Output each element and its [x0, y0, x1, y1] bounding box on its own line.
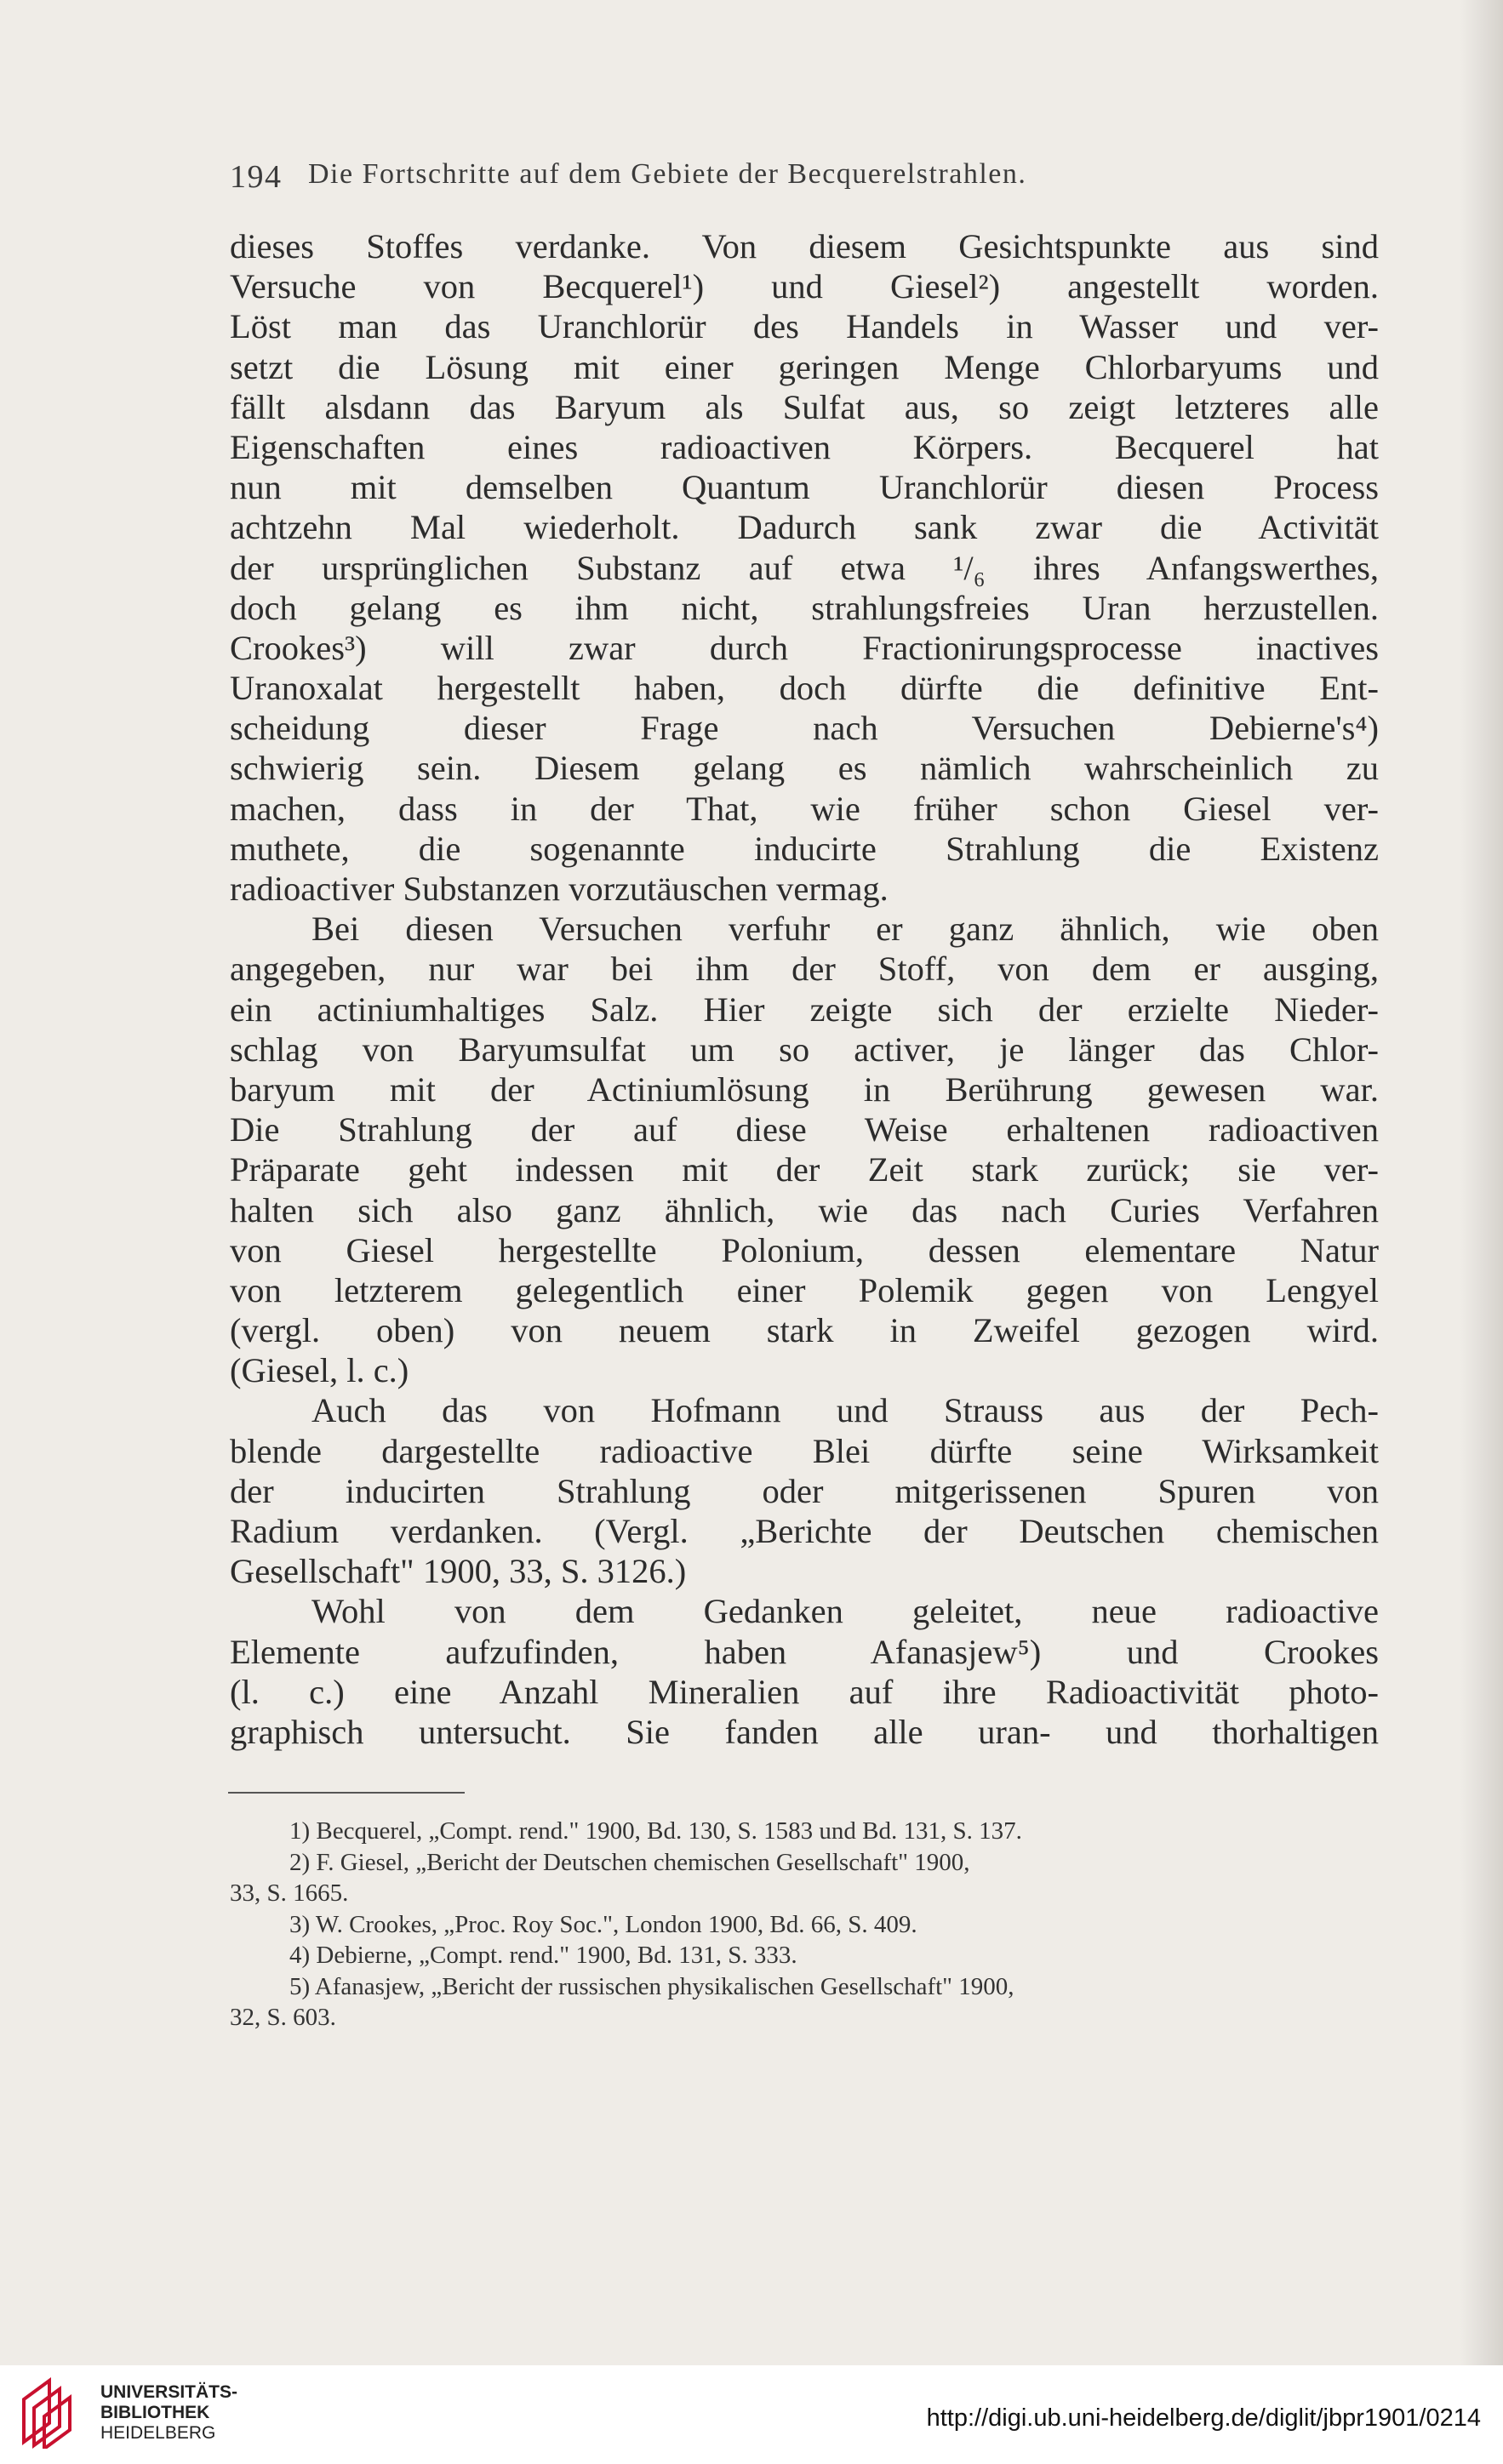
text-line: Bei diesen Versuchen verfuhr er ganz ähnlich, wie oben [311, 910, 1379, 949]
text-line: halten sich also ganz ähnlich, wie das nach Curies Verfahren [230, 1190, 1379, 1229]
text-line: Löst man das Uranchlorür des Handels in Wasser und ver- [230, 307, 1379, 346]
text-line: Radium verdanken. (Vergl. „Berichte der Deutschen chemischen [230, 1512, 1379, 1550]
footnotes [230, 1816, 1379, 2033]
footnote-continuation: 32, S. 603. [230, 2004, 336, 2031]
footnote: 3) W. Crookes, „Proc. Roy Soc.", London 1900, Bd. 66, S. 409. [289, 1910, 917, 1938]
text-line: von Giesel hergestellte Polonium, dessen elementare Natur [230, 1230, 1379, 1269]
text-line: graphisch untersucht. Sie fanden alle uran- und thorhaltigen [230, 1712, 1379, 1751]
text-line: schlag von Baryumsulfat um so activer, je länger das Chlor- [230, 1030, 1379, 1069]
text-line: blende dargestellte radioactive Blei dürfte seine Wirksamkeit [230, 1431, 1379, 1470]
library-name-line-1: UNIVERSITÄTS- [100, 2382, 238, 2402]
text-line: setzt die Lösung mit einer geringen Menge Chlorbaryums und [230, 347, 1379, 386]
text-line: Gesellschaft" 1900, 33, S. 3126.) [230, 1552, 687, 1591]
permalink-url[interactable]: http://digi.ub.uni-heidelberg.de/diglit/jbpr1901/0214 [926, 2404, 1481, 2432]
library-name-line-3: HEIDELBERG [100, 2423, 216, 2443]
page-edge-shadow [1460, 0, 1503, 2365]
text-line: Wohl von dem Gedanken geleitet, neue radioactive [311, 1592, 1379, 1631]
footnote: 5) Afanasjew, „Bericht der russischen physikalischen Gesellschaft" 1900, [289, 1972, 1014, 2000]
text-line: Eigenschaften eines radioactiven Körpers. Becquerel hat [230, 427, 1379, 466]
text-line: schwierig sein. Diesem gelang es nämlich wahrscheinlich zu [230, 749, 1379, 788]
text-line: machen, dass in der That, wie früher schon Giesel ver- [230, 789, 1379, 828]
footnote-divider [228, 1792, 465, 1794]
footnote: 1) Becquerel, „Compt. rend." 1900, Bd. 130, S. 1583 und Bd. 131, S. 137. [289, 1817, 1022, 1845]
library-logo-icon [15, 2374, 89, 2449]
text-line: Uranoxalat hergestellt haben, doch dürfte die definitive Ent- [230, 669, 1379, 708]
footnote: 4) Debierne, „Compt. rend." 1900, Bd. 131, S. 333. [289, 1942, 797, 1969]
text-line: muthete, die sogenannte inducirte Strahlung die Existenz [230, 829, 1379, 868]
text-line: ein actiniumhaltiges Salz. Hier zeigte sich der erzielte Nieder- [230, 990, 1379, 1029]
text-line: scheidung dieser Frage nach Versuchen Debierne's⁴) [230, 709, 1379, 748]
text-line: radioactiver Substanzen vorzutäuschen vermag. [230, 870, 889, 908]
text-line: der inducirten Strahlung oder mitgerissenen Spuren von [230, 1471, 1379, 1510]
text-line: baryum mit der Actiniumlösung in Berührung gewesen war. [230, 1069, 1379, 1109]
footnote: 2) F. Giesel, „Bericht der Deutschen chemischen Gesellschaft" 1900, [289, 1848, 970, 1876]
text-line: (Giesel, l. c.) [230, 1351, 409, 1390]
text-line: von letzterem gelegentlich einer Polemik gegen von Lengyel [230, 1270, 1379, 1309]
text-line: nun mit demselben Quantum Uranchlorür diesen Process [230, 468, 1379, 507]
text-line: (vergl. oben) von neuem stark in Zweifel gezogen wird. [230, 1311, 1379, 1350]
text-line: dieses Stoffes verdanke. Von diesem Gesichtspunkte aus sind [230, 227, 1379, 265]
text-line: doch gelang es ihm nicht, strahlungsfreies Uran herzustellen. [230, 588, 1379, 627]
library-name-line-2: BIBLIOTHEK [100, 2403, 210, 2422]
body-text [230, 226, 1379, 1752]
text-line: Versuche von Becquerel¹) und Giesel²) angestellt worden. [230, 267, 1379, 306]
text-line: Elemente aufzufinden, haben Afanasjew⁵) und Crookes [230, 1632, 1379, 1671]
page-number: 194 [230, 159, 283, 195]
text-line: (l. c.) eine Anzahl Mineralien auf ihre Radioactivität photo- [230, 1672, 1379, 1711]
footnote-continuation: 33, S. 1665. [230, 1879, 349, 1907]
text-line: der ursprünglichen Substanz auf etwa ¹/₆ ihres Anfangswerthes, [230, 548, 1379, 587]
text-line: Auch das von Hofmann und Strauss aus der Pech- [311, 1391, 1379, 1430]
text-line: Präparate geht indessen mit der Zeit stark zurück; sie ver- [230, 1150, 1379, 1189]
text-line: fällt alsdann das Baryum als Sulfat aus, so zeigt letzteres alle [230, 387, 1379, 426]
page-header [230, 153, 1379, 204]
text-line: Die Strahlung der auf diese Weise erhaltenen radioactiven [230, 1110, 1379, 1149]
running-head: Die Fortschritte auf dem Gebiete der Becquerelstrahlen. [308, 158, 1027, 190]
text-line: angegeben, nur war bei ihm der Stoff, von dem er ausging, [230, 950, 1379, 989]
library-name [100, 2382, 237, 2444]
text-line: achtzehn Mal wiederholt. Dadurch sank zwar die Activität [230, 508, 1379, 547]
text-line: Crookes³) will zwar durch Fractionirungsprocesse inactives [230, 628, 1379, 667]
